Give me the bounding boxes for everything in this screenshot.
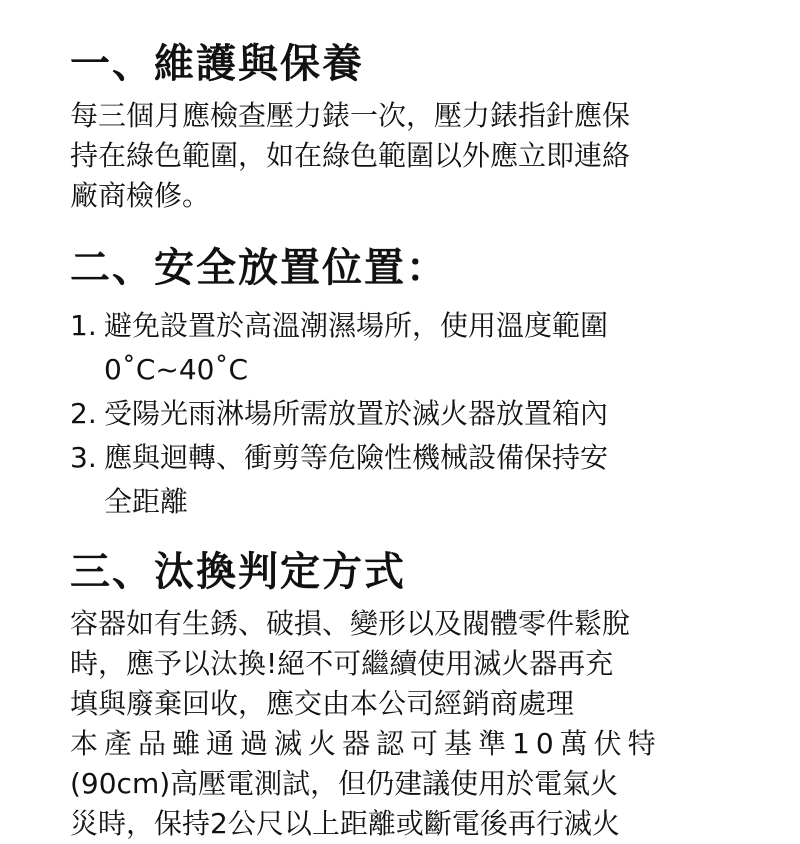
paragraph-line: 災時，保持2公尺以上距離或斷電後再行滅火 bbox=[70, 807, 620, 840]
list-number: 3. bbox=[70, 441, 97, 474]
paragraph-line: 填與廢棄回收，應交由本公司經銷商處理 bbox=[70, 687, 575, 720]
paragraph-line: 每三個月應檢查壓力錶一次，壓力錶指針應保 bbox=[70, 99, 631, 132]
section-body bbox=[70, 96, 770, 216]
section-heading: 一、維護與保養 bbox=[70, 41, 364, 87]
list-item-line: 應與迴轉、衝剪等危險性機械設備保持安 bbox=[104, 441, 609, 474]
placement-list bbox=[70, 304, 770, 524]
section-body bbox=[70, 604, 770, 844]
section-heading: 三、汰換判定方式 bbox=[70, 549, 406, 595]
section-maintenance bbox=[70, 36, 770, 216]
list-item-line: 全距離 bbox=[104, 485, 189, 518]
list-item-line: 避免設置於高溫潮濕場所，使用溫度範圍 bbox=[104, 309, 609, 342]
section-heading: 二、安全放置位置： bbox=[70, 245, 448, 291]
section-placement bbox=[70, 240, 770, 524]
paragraph-line: 持在綠色範圍，如在綠色範圍以外應立即連絡 bbox=[70, 139, 631, 172]
paragraph-line: 容器如有生銹、破損、變形以及閥體零件鬆脫 bbox=[70, 607, 631, 640]
list-item-line: 受陽光雨淋場所需放置於滅火器放置箱內 bbox=[104, 397, 609, 430]
list-number: 2. bbox=[70, 397, 97, 430]
paragraph-line: (90cm)高壓電測試，但仍建議使用於電氣火 bbox=[70, 767, 619, 800]
list-number: 1. bbox=[70, 309, 97, 342]
paragraph-line: 時，應予以汰換!絕不可繼續使用滅火器再充 bbox=[70, 647, 614, 680]
section-replacement bbox=[70, 544, 770, 844]
paragraph-line: 本產品雖通過滅火器認可基準10萬伏特 bbox=[70, 727, 662, 760]
list-item bbox=[70, 392, 770, 436]
paragraph-line: 廠商檢修。 bbox=[70, 179, 211, 212]
document bbox=[70, 36, 770, 844]
list-item bbox=[70, 436, 770, 524]
list-item bbox=[70, 304, 770, 392]
list-item-line: 0˚C~40˚C bbox=[104, 353, 249, 386]
